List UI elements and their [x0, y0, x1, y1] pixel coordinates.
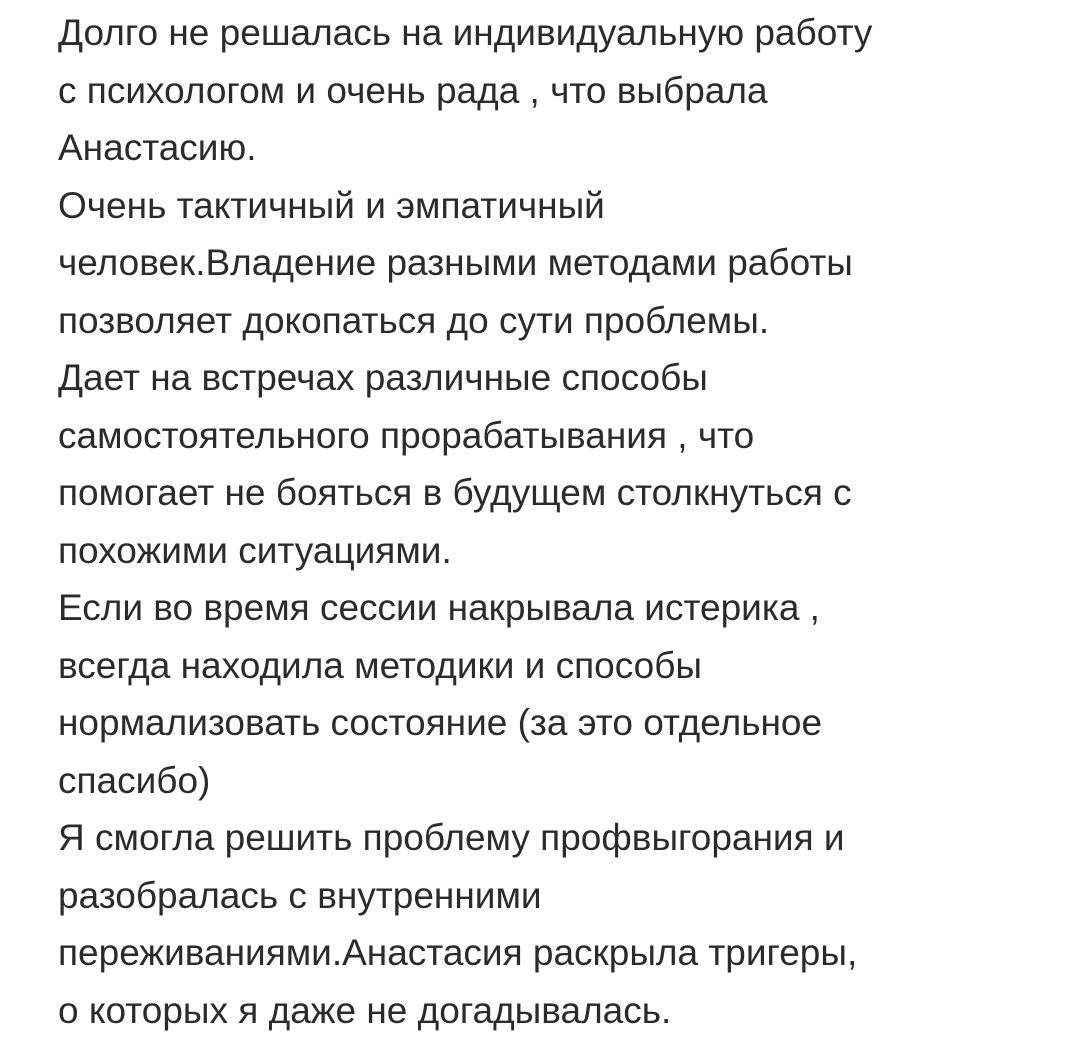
- review-line: Очень тактичный и эмпатичный: [58, 184, 605, 226]
- review-line: спасибо): [58, 759, 211, 801]
- review-line: Я смогла решить проблему профвыгорания и: [58, 817, 845, 858]
- review-line: самостоятельного прорабатывания , что: [58, 414, 755, 456]
- review-line: разобралась с внутренними: [58, 874, 542, 916]
- review-line: помогает не бояться в будущем столкнуться с: [58, 472, 852, 513]
- review-line: всегда находила методики и способы: [58, 644, 702, 686]
- review-line: Если во время сессии накрывала истерика ,: [58, 587, 820, 628]
- review-line: о которых я даже не догадывалась.: [58, 989, 672, 1031]
- review-line: Долго не решалась на индивидуальную работу: [58, 12, 873, 53]
- review-line: Дает на встречах различные способы: [58, 357, 708, 398]
- review-line: Анастасию.: [58, 127, 257, 168]
- review-line: переживаниями.Анастасия раскрыла тригеры,: [58, 932, 858, 973]
- review-line: позволяет докопаться до сути проблемы.: [58, 299, 770, 341]
- review-line: похожими ситуациями.: [58, 529, 452, 571]
- review-line: с психологом и очень рада , что выбрала: [58, 69, 768, 111]
- review-line: нормализовать состояние (за это отдельное: [58, 702, 823, 743]
- review-text: [58, 4, 1068, 1039]
- review-line: человек.Владение разными методами работы: [58, 242, 853, 283]
